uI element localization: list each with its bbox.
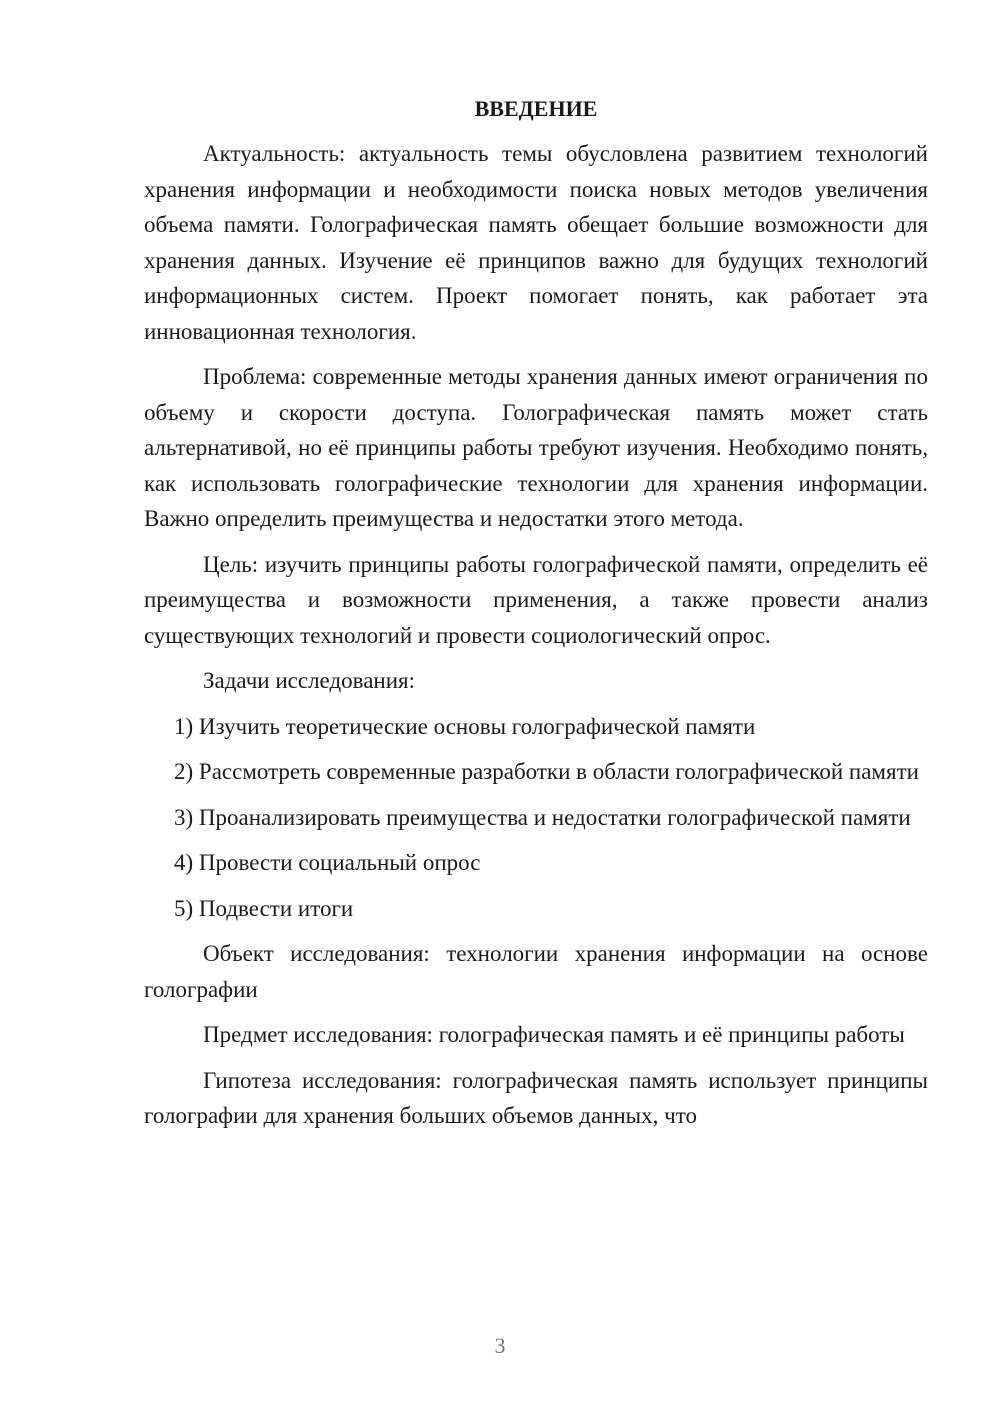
task-item-5: 5) Подвести итоги xyxy=(174,895,354,921)
hypothesis-paragraph: Гипотеза исследования: голографическая память использует принципы голографии для хранения больших объемов данных, что xyxy=(144,1067,928,1128)
task-item-1: 1) Изучить теоретические основы голографической памяти xyxy=(174,713,756,739)
problem-paragraph: Проблема: современные методы хранения данных имеют ограничения по объему и скорости доступа. Голографическая память может стать альтернативой, но её принципы работы требуют изучения. Необходимо понять, как использовать голографические технологии для хранения информации. Важно определить преимущества и недостатки этого метода. xyxy=(144,364,928,531)
task-item-2: 2) Рассмотреть современные разработки в области голографической памяти xyxy=(174,759,919,784)
tasks-list xyxy=(144,709,928,927)
task-item-3: 3) Проанализировать преимущества и недостатки голографической памяти xyxy=(174,804,911,830)
object-paragraph: Объект исследования: технологии хранения информации на основе голографии xyxy=(144,941,928,1002)
page-body xyxy=(144,92,928,1144)
subject-paragraph: Предмет исследования: голографическая память и её принципы работы xyxy=(203,1022,905,1047)
section-heading: ВВЕДЕНИЕ xyxy=(474,96,598,121)
goal-paragraph: Цель: изучить принципы работы голографической памяти, определить её преимущества и возможности применения, а также провести анализ существующих технологий и провести социологический опрос. xyxy=(144,551,928,648)
page-number: 3 xyxy=(494,1333,506,1358)
tasks-heading: Задачи исследования: xyxy=(203,668,416,693)
relevance-paragraph: Актуальность: актуальность темы обусловлена развитием технологий хранения информации и необходимости поиска новых методов увеличения объема памяти. Голографическая память обещает большие возможности для хранения данных. Изучение её принципов важно для будущих технологий информационных систем. Проект помогает понять, как работает эта инновационная технология. xyxy=(144,141,928,344)
task-item-4: 4) Провести социальный опрос xyxy=(174,850,481,875)
